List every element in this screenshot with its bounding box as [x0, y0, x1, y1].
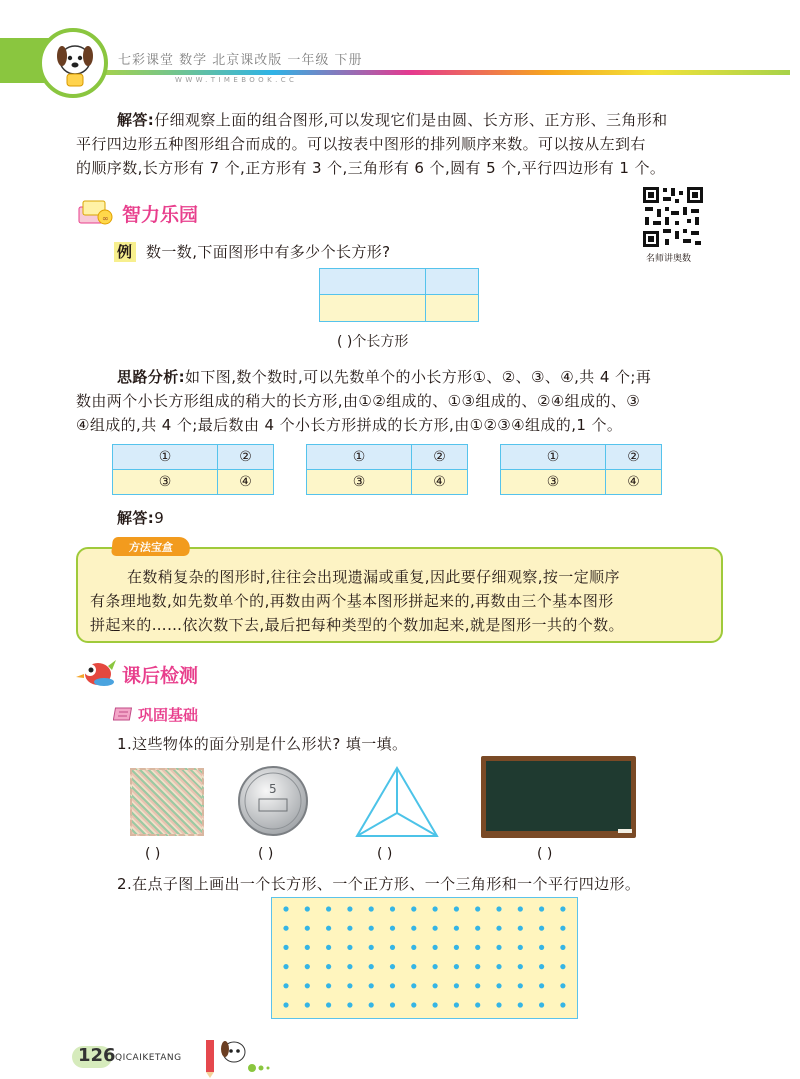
footer-brand: QICAIKETANG	[115, 1053, 182, 1063]
grid-dot	[305, 964, 310, 969]
grid-dot	[369, 964, 374, 969]
grid-dot	[496, 926, 501, 931]
grid-cell: ①	[501, 445, 606, 470]
grid-dot	[475, 926, 480, 931]
grid-dot	[411, 964, 416, 969]
grid-dot	[433, 926, 438, 931]
blank-1[interactable]: ( )	[145, 846, 161, 862]
answer2	[117, 506, 164, 530]
chalk-icon	[618, 829, 632, 833]
header-url: WWW.TIMEBOOK.CC	[175, 76, 298, 84]
grid-dot	[454, 926, 459, 931]
question2-text: 2.在点子图上画出一个长方形、一个正方形、一个三角形和一个平行四边形。	[117, 875, 641, 893]
notebook-icon	[113, 705, 135, 723]
header-title: 七彩课堂 数学 北京课改版 一年级 下册	[118, 53, 363, 68]
subsection-title: 巩固基础	[138, 706, 199, 724]
grid-dot	[369, 983, 374, 988]
grid-dot	[305, 906, 310, 911]
grid-dot	[390, 983, 395, 988]
answer1-line1: 解答:仔细观察上面的组合图形,可以发现它们是由圆、长方形、正方形、三角形和	[117, 111, 668, 129]
numbered-grid-3	[500, 444, 662, 495]
grid-cell: ①	[307, 445, 412, 470]
coin-text: 5	[269, 782, 277, 796]
grid-dot	[283, 964, 288, 969]
grid-dot	[369, 1002, 374, 1007]
grid-cell: ②	[218, 445, 273, 470]
grid-dot	[496, 1002, 501, 1007]
grid-dot	[454, 1002, 459, 1007]
grid-dot	[326, 983, 331, 988]
grid-dot	[411, 926, 416, 931]
grid-dot	[560, 964, 565, 969]
qr-code-icon[interactable]	[641, 185, 705, 249]
analysis-line3: ④组成的,共 4 个;最后数由 4 个小长方形拼成的长方形,由①②③④组成的,1 个。	[76, 416, 623, 434]
triangle-pyramid-image	[354, 765, 440, 839]
grid-dot	[390, 1002, 395, 1007]
grid-cell: ④	[412, 470, 467, 495]
grid-dot	[518, 945, 523, 950]
square-mat-image	[130, 768, 204, 836]
header-rainbow-line	[100, 70, 790, 75]
grid-dot	[347, 926, 352, 931]
grid-dot	[283, 906, 288, 911]
grid-dot	[347, 964, 352, 969]
grid-dot	[283, 945, 288, 950]
blank-4[interactable]: ( )	[537, 846, 553, 862]
grid-dot	[347, 983, 352, 988]
grid-dot	[496, 983, 501, 988]
grid-cell: ④	[218, 470, 273, 495]
grid-dot	[496, 906, 501, 911]
grid-dot	[369, 945, 374, 950]
grid-dot	[539, 906, 544, 911]
grid-dot	[433, 983, 438, 988]
svg-text:∞: ∞	[102, 214, 109, 223]
grid-dot	[518, 964, 523, 969]
grid-dot	[518, 1002, 523, 1007]
grid-cell: ②	[412, 445, 467, 470]
example-tag: 例	[117, 243, 133, 261]
grid-dot	[411, 1002, 416, 1007]
grid-dot	[326, 926, 331, 931]
grid-dot	[433, 964, 438, 969]
answer2-label: 解答:	[117, 509, 155, 527]
grid-dot	[326, 964, 331, 969]
analysis-label: 思路分析:	[117, 368, 185, 386]
grid-cell: ①	[113, 445, 218, 470]
pencil-icon	[200, 1032, 270, 1078]
grid-dot	[390, 906, 395, 911]
grid-dot	[454, 983, 459, 988]
answer2-value: 9	[154, 509, 165, 527]
qr-caption: 名师讲奥数	[646, 254, 692, 264]
grid-dot	[283, 926, 288, 931]
grid-dot	[369, 926, 374, 931]
grid-cell: ③	[307, 470, 412, 495]
grid-dot	[305, 1002, 310, 1007]
grid-dot	[347, 906, 352, 911]
question1-text: 1.这些物体的面分别是什么形状? 填一填。	[117, 735, 408, 753]
answer1-line3: 的顺序数,长方形有 7 个,正方形有 3 个,三角形有 6 个,圆有 5 个,平行四边形有 1 个。	[76, 159, 666, 177]
grid-dot	[539, 983, 544, 988]
grid-dot	[326, 906, 331, 911]
grid-dot	[433, 906, 438, 911]
method-line3: 拼起来的……依次数下去,最后把每种类型的个数加起来,就是图形一共的个数。	[90, 616, 624, 634]
grid-dot	[518, 906, 523, 911]
numbered-grid-2	[306, 444, 468, 495]
grid-dot	[390, 964, 395, 969]
grid-cell: ③	[113, 470, 218, 495]
blackboard-image	[486, 761, 631, 831]
grid-dot	[475, 983, 480, 988]
grid-dot	[347, 945, 352, 950]
grid-dot	[475, 945, 480, 950]
grid-dot	[411, 983, 416, 988]
grid-dot	[518, 983, 523, 988]
grid-cell: ④	[606, 470, 661, 495]
grid-dot	[539, 945, 544, 950]
method-line1: 在数稍复杂的图形时,往往会出现遗漏或重复,因此要仔细观察,按一定顺序	[127, 568, 620, 586]
coin-image	[237, 763, 309, 839]
grid-dot	[347, 1002, 352, 1007]
dot-grid-canvas[interactable]	[272, 898, 576, 1017]
grid-dot	[560, 983, 565, 988]
example-text: 数一数,下面图形中有多少个长方形?	[146, 243, 391, 261]
grid-dot	[560, 906, 565, 911]
books-icon	[75, 197, 115, 227]
grid-dot	[433, 945, 438, 950]
grid-dot	[390, 926, 395, 931]
answer1-line2: 平行四边形五种图形组合而成的。可以按表中图形的排列顺序来数。可以按从左到右	[76, 135, 646, 153]
blank-3[interactable]: ( )	[377, 846, 393, 862]
grid-dot	[539, 964, 544, 969]
grid-dot	[454, 906, 459, 911]
grid-dot	[305, 983, 310, 988]
grid-dot	[539, 1002, 544, 1007]
grid-dot	[496, 964, 501, 969]
grid-dot	[326, 1002, 331, 1007]
grid-cell: ③	[501, 470, 606, 495]
grid-dot	[369, 906, 374, 911]
grid-dot	[433, 1002, 438, 1007]
answer1-label: 解答:	[117, 111, 155, 129]
example-rectangle-figure	[319, 268, 479, 322]
grid-dot	[560, 1002, 565, 1007]
grid-dot	[475, 906, 480, 911]
grid-dot	[411, 945, 416, 950]
grid-dot	[283, 1002, 288, 1007]
section-title-zhili: 智力乐园	[122, 204, 199, 226]
grid-dot	[411, 906, 416, 911]
method-tag: 方法宝盒	[111, 537, 191, 556]
page-number: 126	[78, 1045, 116, 1066]
grid-dot	[305, 945, 310, 950]
section-title-kehou: 课后检测	[122, 665, 199, 687]
grid-dot	[454, 945, 459, 950]
analysis-line1: 思路分析:如下图,数个数时,可以先数单个的小长方形①、②、③、④,共 4 个;再	[117, 368, 652, 386]
grid-dot	[518, 926, 523, 931]
grid-dot	[305, 926, 310, 931]
grid-dot	[496, 945, 501, 950]
analysis-line2: 数由两个小长方形组成的稍大的长方形,由①②组成的、①③组成的、②④组成的、③	[76, 392, 641, 410]
grid-cell: ②	[606, 445, 661, 470]
blank-2[interactable]: ( )	[258, 846, 274, 862]
dot-grid[interactable]	[271, 897, 578, 1019]
bird-mascot-icon	[74, 656, 118, 690]
grid-dot	[390, 945, 395, 950]
grid-dot	[560, 945, 565, 950]
numbered-grid-1	[112, 444, 274, 495]
grid-dot	[475, 964, 480, 969]
example-blank[interactable]: ( )个长方形	[337, 334, 409, 350]
grid-dot	[475, 1002, 480, 1007]
grid-dot	[539, 926, 544, 931]
dog-mascot-icon	[48, 36, 102, 90]
grid-dot	[326, 945, 331, 950]
method-line2: 有条理地数,如先数单个的,再数由两个基本图形拼起来的,再数由三个基本图形	[90, 592, 614, 610]
grid-dot	[283, 983, 288, 988]
grid-dot	[560, 926, 565, 931]
grid-dot	[454, 964, 459, 969]
